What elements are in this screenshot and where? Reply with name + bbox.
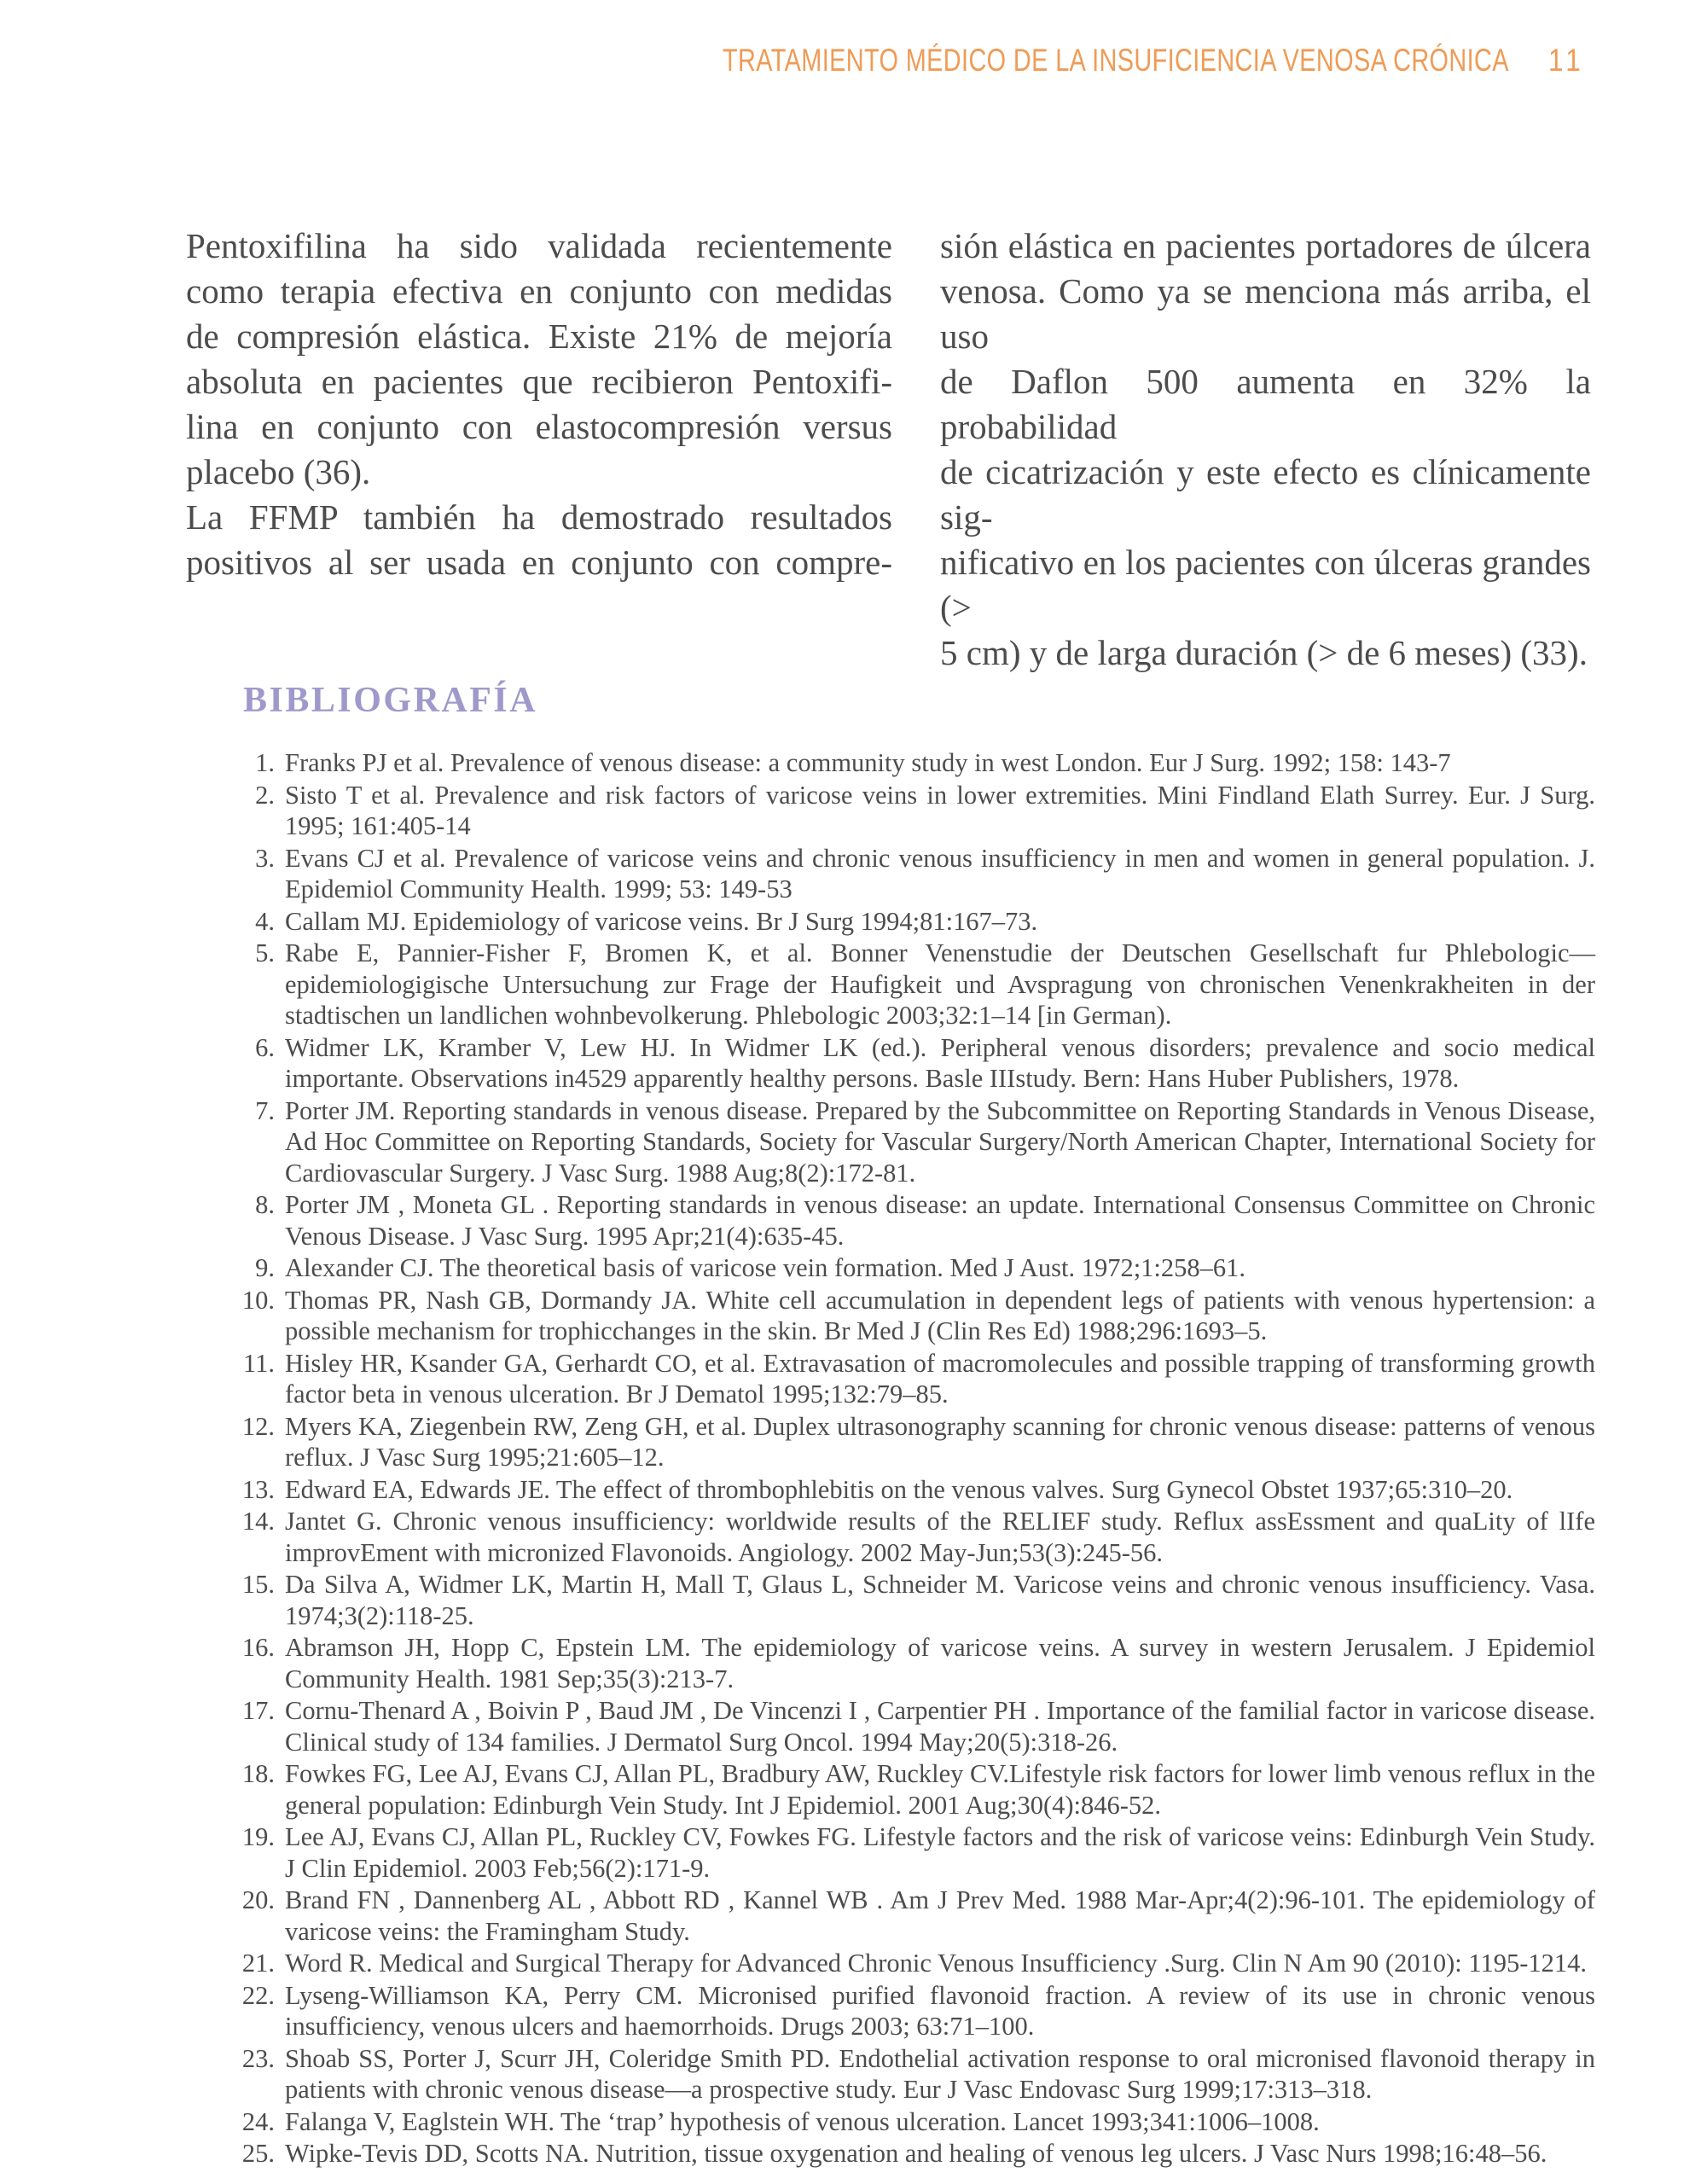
body-text-line: Pentoxifilina ha sido validada recientemente <box>186 226 892 265</box>
body-text-line: de compresión elástica. Existe 21% de mejoría <box>186 317 892 356</box>
reference-item <box>237 1948 1595 1979</box>
body-text-line: lina en conjunto con elastocompresión versus <box>186 407 892 446</box>
reference-text: Evans CJ et al. Prevalence of varicose veins and chronic venous insufficiency in men and women in general population. J. Epidemiol Community Health. 1999; 53: 149-53 <box>285 843 1595 903</box>
reference-item <box>237 1506 1595 1568</box>
reference-number: 10. <box>241 1285 275 1315</box>
reference-text: Myers KA, Ziegenbein RW, Zeng GH, et al. Duplex ultrasonography scanning for chronic venous disease: patterns of venous reflux. J Vasc Surg 1995;21:605–12. <box>285 1411 1595 1472</box>
reference-number: 7. <box>255 1095 275 1125</box>
reference-number: 18. <box>241 1759 275 1788</box>
reference-text: Shoab SS, Porter J, Scurr JH, Coleridge Smith PD. Endothelial activation response to oral micronised flavonoid therapy in patients with chronic venous disease—a prospective study. Eur J Vasc Endovasc Surg 1999;17:313–318. <box>285 2043 1595 2104</box>
reference-number: 25. <box>241 2139 275 2168</box>
reference-number: 8. <box>255 1190 275 1219</box>
body-columns <box>186 224 1591 676</box>
reference-item <box>237 1032 1595 1095</box>
reference-text: Porter JM , Moneta GL . Reporting standards in venous disease: an update. International Consensus Committee on Chronic Venous Disease. J Vasc Surg. 1995 Apr;21(4):635-45. <box>285 1190 1595 1251</box>
reference-list <box>237 747 1595 2170</box>
reference-number: 6. <box>255 1032 275 1062</box>
reference-item <box>237 1348 1595 1410</box>
reference-text: Cornu-Thenard A , Boivin P , Baud JM , De Vincenzi I , Carpentier PH . Importance of the familial factor in varicose disease. Clinical study of 134 families. J Dermatol Surg Oncol. 1994 May;20(5):318-26. <box>285 1696 1595 1757</box>
reference-item <box>237 1285 1595 1347</box>
reference-item <box>237 1695 1595 1757</box>
reference-number: 19. <box>241 1822 275 1851</box>
reference-text: Word R. Medical and Surgical Therapy for Advanced Chronic Venous Insufficiency .Surg. Clin N Am 90 (2010): 1195-1214. <box>285 1949 1587 1978</box>
body-text-line: positivos al ser usada en conjunto con compre- <box>186 543 892 582</box>
reference-item <box>237 1885 1595 1947</box>
running-title: TRATAMIENTO MÉDICO DE LA INSUFICIENCIA VENOSA CRÓNICA <box>722 43 1509 78</box>
reference-item <box>237 747 1595 779</box>
body-text-line: La FFMP también ha demostrado resultados <box>186 497 892 537</box>
reference-item <box>237 906 1595 938</box>
reference-item <box>237 938 1595 1031</box>
reference-number: 4. <box>255 906 275 936</box>
reference-number: 14. <box>241 1507 275 1536</box>
reference-item <box>237 1980 1595 2042</box>
reference-text: Abramson JH, Hopp C, Epstein LM. The epidemiology of varicose veins. A survey in western Jerusalem. J Epidemiol Community Health. 1981 Sep;35(3):213-7. <box>285 1633 1595 1693</box>
reference-number: 13. <box>241 1474 275 1504</box>
reference-item <box>237 1569 1595 1631</box>
body-text-line: de Daflon 500 aumenta en 32% la probabilidad <box>940 362 1591 446</box>
reference-item <box>237 1758 1595 1821</box>
reference-item <box>237 1411 1595 1473</box>
reference-number: 9. <box>255 1253 275 1282</box>
reference-text: Porter JM. Reporting standards in venous disease. Prepared by the Subcommittee on Reporting Standards in Venous Disease, Ad Hoc Committee on Reporting Standards, Society for Vascular Surgery/North American Chapter, International Society for Cardiovascular Surgery. J Vasc Surg. 1988 Aug;8(2):172-81. <box>285 1095 1595 1188</box>
reference-text: Alexander CJ. The theoretical basis of varicose vein formation. Med J Aust. 1972;1:258–61. <box>285 1253 1246 1282</box>
reference-item <box>237 1474 1595 1506</box>
body-text-line: venosa. Como ya se menciona más arriba, el uso <box>940 271 1591 356</box>
reference-number: 1. <box>255 748 275 777</box>
body-text-line: absoluta en pacientes que recibieron Pentoxifi- <box>186 362 892 401</box>
reference-text: Lee AJ, Evans CJ, Allan PL, Ruckley CV, Fowkes FG. Lifestyle factors and the risk of varicose veins: Edinburgh Vein Study. J Clin Epidemiol. 2003 Feb;56(2):171-9. <box>285 1822 1595 1883</box>
reference-number: 12. <box>241 1411 275 1441</box>
reference-item <box>237 2106 1595 2138</box>
reference-number: 22. <box>241 1980 275 2010</box>
reference-item <box>237 1189 1595 1252</box>
body-text-line: 5 cm) y de larga duración (> de 6 meses) (33). <box>940 633 1588 672</box>
reference-item <box>237 1632 1595 1694</box>
reference-text: Wipke-Tevis DD, Scotts NA. Nutrition, tissue oxygenation and healing of venous leg ulcers. J Vasc Nurs 1998;16:48–56. <box>285 2139 1547 2168</box>
reference-item <box>237 1821 1595 1884</box>
reference-item <box>237 843 1595 905</box>
right-column <box>940 224 1591 676</box>
reference-number: 3. <box>255 843 275 873</box>
reference-text: Fowkes FG, Lee AJ, Evans CJ, Allan PL, Bradbury AW, Ruckley CV.Lifestyle risk factors for lower limb venous reflux in the general population: Edinburgh Vein Study. Int J Epidemiol. 2001 Aug;30(4):846-52. <box>285 1759 1595 1820</box>
left-column <box>186 224 892 676</box>
body-text-line: nificativo en los pacientes con úlceras grandes (> <box>940 543 1591 627</box>
reference-text: Sisto T et al. Prevalence and risk factors of varicose veins in lower extremities. Mini Findland Elath Surrey. Eur. J Surg. 1995; 161:405-14 <box>285 780 1595 840</box>
reference-text: Jantet G. Chronic venous insufficiency: worldwide results of the RELIEF study. Reflux assEssment and quaLity of lIfe improvEment with micronized Flavonoids. Angiology. 2002 May-Jun;53(3):245-56. <box>285 1507 1595 1567</box>
reference-text: Edward EA, Edwards JE. The effect of thrombophlebitis on the venous valves. Surg Gynecol Obstet 1937;65:310–20. <box>285 1474 1513 1504</box>
reference-text: Falanga V, Eaglstein WH. The ‘trap’ hypothesis of venous ulceration. Lancet 1993;341:1006–1008. <box>285 2106 1320 2136</box>
reference-text: Brand FN , Dannenberg AL , Abbott RD , Kannel WB . Am J Prev Med. 1988 Mar-Apr;4(2):96-101. The epidemiology of varicose veins: the Framingham Study. <box>285 1885 1595 1946</box>
reference-number: 11. <box>243 1348 275 1378</box>
reference-text: Thomas PR, Nash GB, Dormandy JA. White cell accumulation in dependent legs of patients with venous hypertension: a possible mechanism for trophicchanges in the skin. Br Med J (Clin Res Ed) 1988;296:1693–5. <box>285 1285 1595 1345</box>
reference-number: 21. <box>241 1949 275 1978</box>
reference-number: 16. <box>241 1633 275 1662</box>
body-text-line: como terapia efectiva en conjunto con medidas <box>186 271 892 311</box>
reference-item <box>237 780 1595 842</box>
reference-item <box>237 1252 1595 1284</box>
body-text-line: sión elástica en pacientes portadores de úlcera <box>940 226 1591 265</box>
reference-text: Lyseng-Williamson KA, Perry CM. Micronised purified flavonoid fraction. A review of its use in chronic venous insufficiency, venous ulcers and haemorrhoids. Drugs 2003; 63:71–100. <box>285 1980 1595 2041</box>
bibliography-heading: BIBLIOGRAFÍA <box>243 681 538 720</box>
reference-text: Da Silva A, Widmer LK, Martin H, Mall T, Glaus L, Schneider M. Varicose veins and chronic venous insufficiency. Vasa. 1974;3(2):118-25. <box>285 1570 1595 1630</box>
reference-number: 5. <box>255 938 275 967</box>
reference-number: 23. <box>241 2043 275 2073</box>
reference-text: Hisley HR, Ksander GA, Gerhardt CO, et al. Extravasation of macromolecules and possible trapping of transforming growth factor beta in venous ulceration. Br J Dematol 1995;132:79–85. <box>285 1348 1595 1409</box>
reference-item <box>237 1095 1595 1189</box>
reference-number: 20. <box>241 1885 275 1914</box>
reference-number: 15. <box>241 1570 275 1599</box>
reference-text: Callam MJ. Epidemiology of varicose veins. Br J Surg 1994;81:167–73. <box>285 906 1038 936</box>
page-header <box>501 43 1591 78</box>
reference-text: Franks PJ et al. Prevalence of venous disease: a community study in west London. Eur J Surg. 1992; 158: 143-7 <box>285 748 1451 777</box>
reference-number: 2. <box>255 780 275 810</box>
reference-text: Widmer LK, Kramber V, Lew HJ. In Widmer LK (ed.). Peripheral venous disorders; prevalence and socio medical importante. Observations in4529 apparently healthy persons. Basle IIIstudy. Bern: Hans Huber Publishers, 1978. <box>285 1032 1595 1093</box>
reference-number: 24. <box>241 2106 275 2136</box>
reference-item <box>237 2043 1595 2106</box>
body-text-line: de cicatrización y este efecto es clínicamente sig- <box>940 452 1591 537</box>
reference-number: 17. <box>241 1696 275 1725</box>
page-number: 11 <box>1547 43 1585 78</box>
body-text-line: placebo (36). <box>186 452 371 491</box>
reference-text: Rabe E, Pannier-Fisher F, Bromen K, et al. Bonner Venenstudie der Deutschen Gesellschaft fur Phlebologic—epidemiologigische Untersuchung zur Frage der Haufigkeit und Avspragung von chronischen Venenkrakheiten in der stadtischen un landlichen wohnbevolkerung. Phlebologic 2003;32:1–14 [in German). <box>285 938 1595 1030</box>
reference-item <box>237 2138 1595 2169</box>
